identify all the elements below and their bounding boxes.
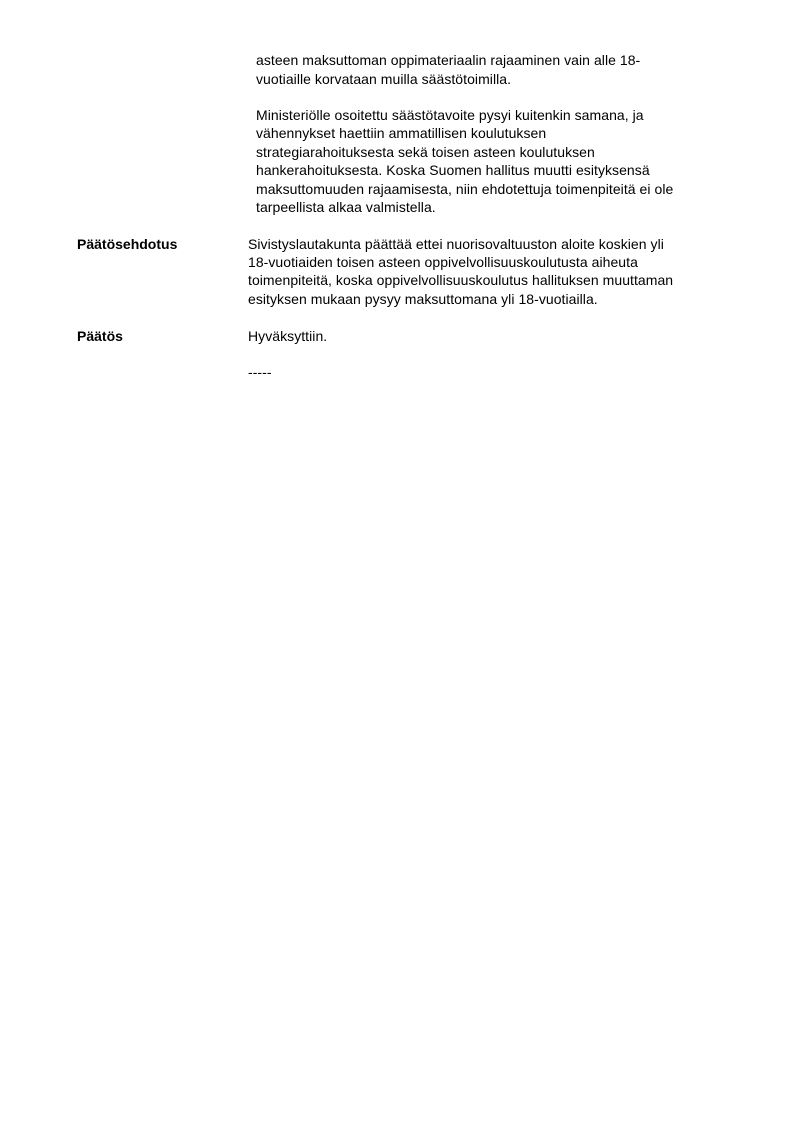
decision-text: Hyväksyttiin. — [248, 328, 328, 344]
section-separator: ----- — [248, 364, 272, 380]
continuation-p2-line-5: maksuttomuuden rajaamisesta, niin ehdotettuja toimenpiteitä ei ole — [256, 181, 674, 197]
decision-label: Päätös — [77, 328, 123, 344]
continuation-p1-line-1: asteen maksuttoman oppimateriaalin rajaaminen vain alle 18- — [256, 52, 641, 68]
proposal-line-4: esityksen mukaan pysyy maksuttomana yli 18-vuotiailla. — [248, 291, 598, 307]
proposal-line-3: toimenpiteitä, koska oppivelvollisuuskoulutus hallituksen muuttaman — [248, 272, 674, 288]
proposal-label: Päätösehdotus — [77, 236, 178, 252]
continuation-p2-line-4: hankerahoituksesta. Koska Suomen hallitus muutti esityksensä — [256, 162, 650, 178]
continuation-p2-line-3: strategiarahoituksesta sekä toisen asteen koulutuksen — [256, 144, 595, 160]
continuation-p2-line-2: vähennykset haettiin ammatillisen koulutuksen — [256, 125, 547, 141]
proposal-line-2: 18-vuotiaiden toisen asteen oppivelvollisuuskoulutusta aiheuta — [248, 254, 638, 270]
continuation-p2-line-6: tarpeellista alkaa valmistella. — [256, 199, 436, 215]
proposal-line-1: Sivistyslautakunta päättää ettei nuorisovaltuuston aloite koskien yli — [248, 236, 664, 252]
continuation-p1-line-2: vuotiaille korvataan muilla säästötoimilla. — [256, 71, 512, 87]
continuation-p2-line-1: Ministeriölle osoitettu säästötavoite pysyi kuitenkin samana, ja — [256, 107, 644, 123]
